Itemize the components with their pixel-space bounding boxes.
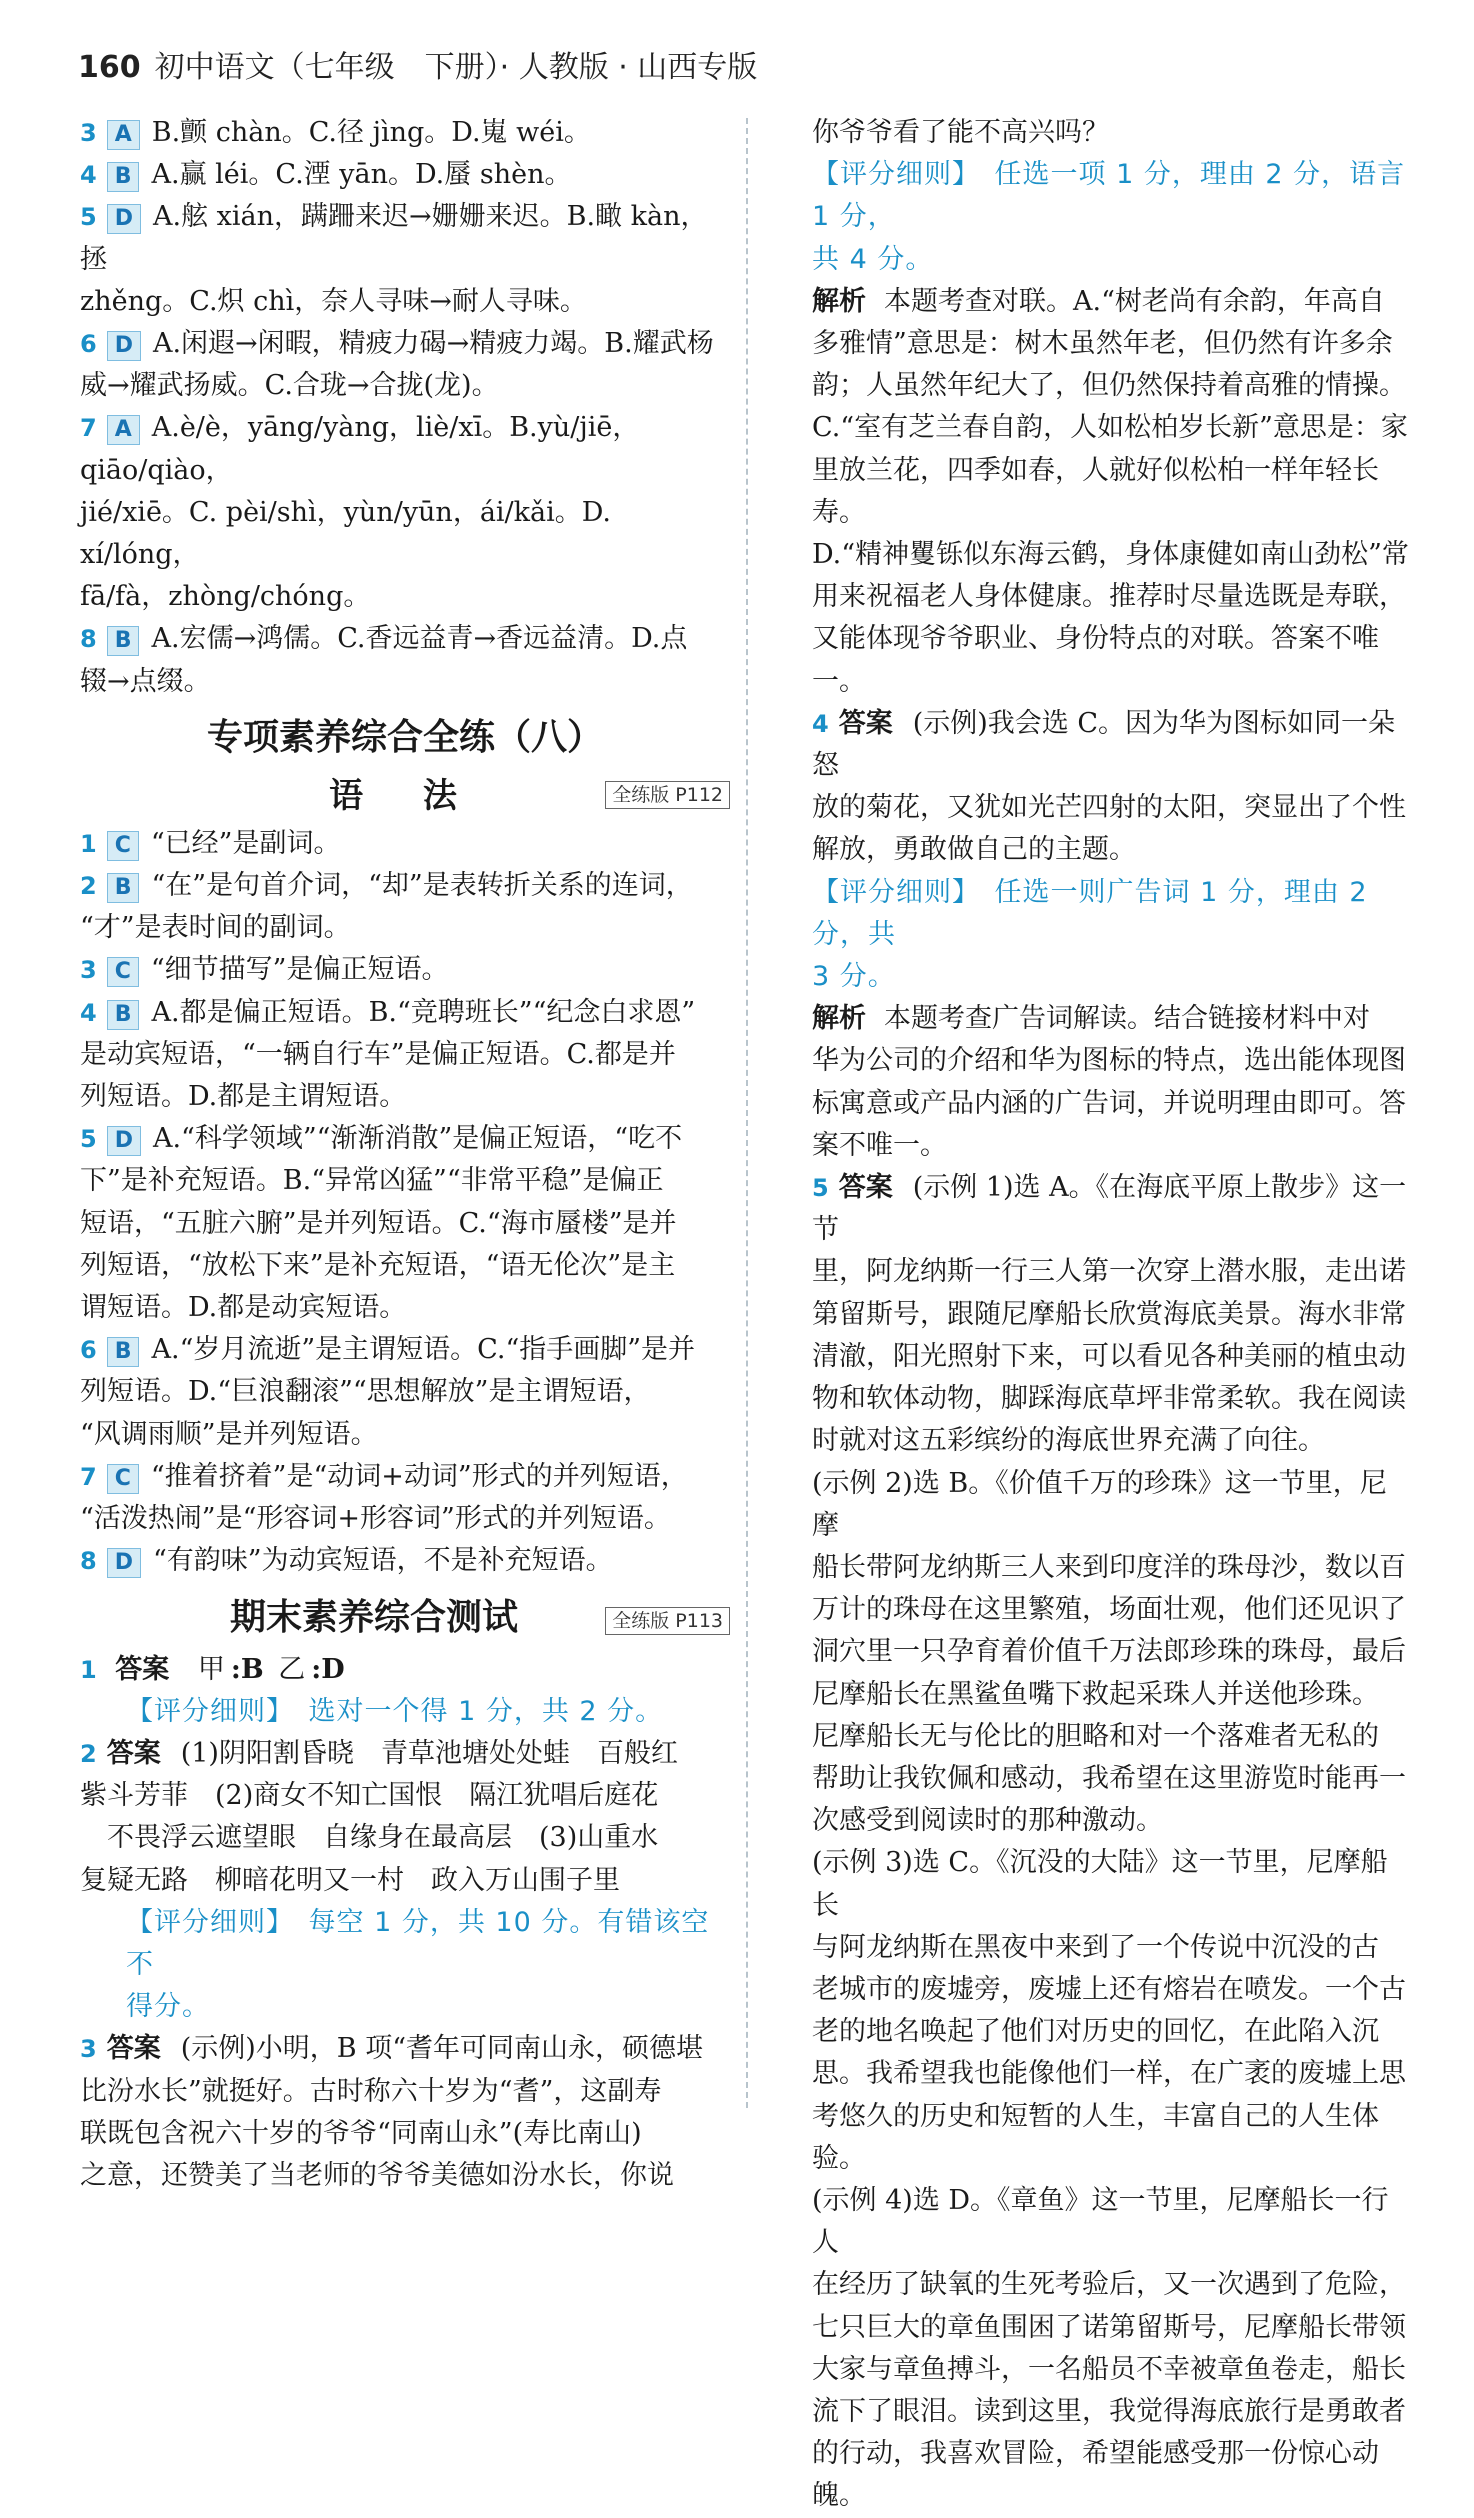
answer-text: 考悠久的历史和短暂的人生，丰富自己的人生体验。: [812, 2100, 1379, 2174]
section-title-final: [80, 1587, 730, 1649]
answer-line-continued: [812, 1758, 1412, 1800]
q1-answer: [80, 1649, 730, 1691]
score-line: 【评分细则】 任选一则广告词 1 分，理由 2 分，共: [812, 876, 1368, 950]
subtitle-text: 语 法: [329, 775, 481, 816]
analysis-text: 华为公司的介绍和华为图标的特点，选出能体现图: [812, 1045, 1406, 1077]
item-text: 列短语。D.都是主谓短语。: [80, 1081, 407, 1113]
item-text: A.闲遐→闲暇，精疲力碣→精疲力竭。B.耀武杨: [152, 328, 714, 360]
item-text: “推着挤着”是“动词+动词”形式的并列短语，: [150, 1460, 688, 1492]
q1-value-a: :B: [230, 1653, 264, 1685]
score-line: 【评分细则】 任选一项 1 分，理由 2 分，语言 1 分，: [812, 159, 1406, 233]
list-item: [80, 865, 730, 907]
item-text: A.宏儒→鸿儒。C.香远益青→香远益清。D.点: [151, 623, 688, 655]
list-item-continued: [80, 1287, 730, 1329]
item-text: zhěng。C.炽 chì，奈人寻味→耐人寻味。: [80, 285, 587, 317]
list-item: [80, 992, 730, 1034]
analysis-tag: 解析: [812, 285, 866, 317]
item-text: fā/fà，zhòng/chóng。: [80, 581, 371, 613]
answer-text: 船长带阿龙纳斯三人来到印度洋的珠母沙，数以百: [812, 1551, 1406, 1583]
answer-line: [80, 2028, 730, 2070]
answer-line-continued: [812, 1251, 1412, 1293]
list-item: [80, 154, 730, 196]
analysis-line: [812, 407, 1412, 449]
answer-tag: 答案: [838, 707, 893, 739]
question-number: 3: [80, 2035, 97, 2064]
answer-text: 七只巨大的章鱼围困了诺第留斯号，尼摩船长带领: [812, 2311, 1406, 2343]
item-text: jié/xiē。C. pèi/shì，yùn/yūn，ái/kǎi。D. xí/lóng，: [80, 496, 612, 571]
analysis-text: 韵；人虽然年纪大了，但仍然保持着高雅的情操。: [812, 370, 1406, 402]
item-text: A.都是偏正短语。B.“竞聘班长”“纪念白求恩”: [151, 996, 696, 1028]
analysis-line: [812, 281, 1412, 323]
item-text: A.舷 xián，蹒跚来迟→姗姗来迟。B.瞰 kàn，拯: [80, 201, 708, 275]
question-number: 2: [80, 1739, 97, 1768]
answer-text: 在经历了缺氧的生死考验后，又一次遇到了危险，: [812, 2269, 1406, 2301]
item-text: B.颤 chàn。C.径 jìng。D.嵬 wéi。: [151, 117, 591, 148]
list-item: [80, 823, 730, 865]
answer-text: 联既包含祝六十岁的爷爷“同南山永”(寿比南山): [80, 2117, 642, 2149]
answer-line: [80, 1733, 730, 1775]
item-text: A.赢 léi。C.湮 yān。D.蜃 shèn。: [151, 159, 572, 191]
list-item: [80, 618, 730, 660]
question-number: 1: [80, 1655, 97, 1684]
list-item-continued: [80, 281, 730, 323]
page-reference-final: 全练版 P113: [605, 1607, 730, 1635]
answer-line-continued: [812, 2433, 1412, 2517]
item-text: 下”是补充短语。B.“异常凶猛”“非常平稳”是偏正: [80, 1165, 664, 1197]
answer-text: (示例 3)选 C。《沉没的大陆》这一节里，尼摩船长: [812, 1847, 1388, 1921]
answer-line-continued: [812, 1547, 1412, 1589]
answer-text: (示例)我会选 C。因为华为图标如同一朵怒: [812, 707, 1396, 782]
answer-line-continued: [812, 1463, 1412, 1547]
answer-tag: 答案: [115, 1653, 170, 1685]
answer-tag: 答案: [838, 1172, 893, 1204]
analysis-line: [812, 618, 1412, 702]
item-text: A.è/è，yāng/yàng，liè/xī。B.yù/jiē，qiāo/qiào，: [80, 412, 640, 486]
section-subtitle-grammar: [80, 769, 730, 823]
analysis-text: 本题考查对联。A.“树老尚有余韵，年高自: [884, 285, 1385, 317]
question-number: 3: [80, 119, 97, 147]
answer-text: 里，阿龙纳斯一行三人第一次穿上潜水服，走出诺: [812, 1256, 1406, 1288]
answer-text: 不畏浮云遮望眼 自缘身在最高层 (3)山重水: [80, 1822, 659, 1854]
answer-letter-box: C: [107, 957, 139, 987]
q1-value-b: :D: [311, 1653, 345, 1685]
answer-line-continued: [812, 2096, 1412, 2180]
answer-text: 放的菊花，又犹如光芒四射的太阳，突显出了个性: [812, 792, 1406, 824]
question-number: 6: [80, 1336, 97, 1365]
answer-list-b: [80, 823, 730, 1583]
answer-text: 次感受到阅读时的那种激动。: [812, 1805, 1163, 1837]
answer-text: 清澈，阳光照射下来，可以看见各种美丽的植虫动: [812, 1340, 1406, 1372]
book-title: 初中语文（七年级 下册）· 人教版 · 山西专版: [154, 50, 758, 85]
list-item: [80, 949, 730, 991]
score-line: 共 4 分。: [812, 243, 934, 275]
analysis-text: 多雅情”意思是：树木虽然年老，但仍然有许多余: [812, 328, 1393, 360]
answer-line-continued: [812, 1927, 1412, 1969]
answer-line-continued: [80, 2113, 730, 2155]
item-text: A.“科学领域”“渐渐消散”是偏正短语，“吃不: [152, 1123, 683, 1155]
section-title-special: 专项素养综合全练（八）: [206, 716, 603, 758]
answer-text: (示例)小明，B 项“耆年可同南山永，硕德堪: [180, 2033, 703, 2065]
answer-line-continued: [812, 2264, 1412, 2306]
analysis-line: [812, 450, 1412, 534]
answer-line-continued: [80, 2071, 730, 2113]
list-item: [80, 407, 730, 491]
question-number: 7: [80, 1462, 97, 1491]
q1-part-a: 甲: [197, 1653, 225, 1685]
answer-text: 之意，还赞美了当老师的爷爷美德如汾水长，你说: [80, 2159, 674, 2191]
answer-letter-box: D: [107, 331, 141, 361]
analysis-tag: 解析: [812, 1003, 866, 1035]
answer-line-continued: [80, 1775, 730, 1817]
answer-letter-box: B: [107, 1337, 140, 1367]
item-text: 列短语，“放松下来”是补充短语，“语无伦次”是主: [80, 1249, 676, 1281]
question-number: 5: [812, 1174, 829, 1203]
answer-text: 尼摩船长在黑鲨鱼嘴下救起采珠人并送他珍珠。: [812, 1678, 1379, 1710]
question-number: 1: [80, 829, 97, 858]
answer-letter-box: A: [107, 120, 140, 150]
answer-text: 第留斯号，跟随尼摩船长欣赏海底美景。海水非常: [812, 1298, 1406, 1330]
analysis-text: 案不唯一。: [812, 1129, 947, 1161]
question-number: 4: [812, 709, 829, 738]
answer-text: 老城市的废墟旁，废墟上还有熔岩在喷发。一个古: [812, 1973, 1406, 2005]
analysis-text: D.“精神矍铄似东海云鹤，身体康健如南山劲松”常: [812, 539, 1409, 571]
q4-score: [812, 872, 1412, 999]
answer-line: [812, 1167, 1412, 1251]
item-text: 列短语。D.“巨浪翻滚”“思想解放”是主谓短语，: [80, 1376, 651, 1408]
analysis-line: [812, 576, 1412, 618]
question-number: 8: [80, 1547, 97, 1576]
analysis-line: [812, 323, 1412, 365]
list-item-continued: [80, 1203, 730, 1245]
list-item-continued: [80, 1076, 730, 1118]
analysis-text: 用来祝福老人身体健康。推荐时尽量选既是寿联，: [812, 581, 1406, 613]
answer-list-a: [80, 112, 730, 703]
answer-tag: 答案: [106, 2033, 161, 2065]
analysis-line: [812, 534, 1412, 576]
answer-letter-box: C: [107, 831, 139, 861]
answer-text: 紫斗芳菲 (2)商女不知亡国恨 隔江犹唱后庭花: [80, 1780, 659, 1812]
answer-text: 尼摩船长无与伦比的胆略和对一个落难者无私的: [812, 1720, 1379, 1752]
answer-line: [812, 703, 1412, 787]
score-line: 得分。: [126, 1991, 210, 2023]
answer-letter-box: C: [107, 1464, 139, 1494]
column-divider: [746, 118, 748, 2108]
answer-text: 比汾水长”就挺好。古时称六十岁为“耆”，这副寿: [80, 2075, 662, 2107]
answer-text: 洞穴里一只孕育着价值千万法郎珍珠的珠母，最后: [812, 1636, 1406, 1668]
answer-text: 大家与章鱼搏斗，一名船员不幸被章鱼卷走，船长: [812, 2353, 1406, 2385]
score-line: 【评分细则】 每空 1 分，共 10 分。有错该空不: [126, 1906, 710, 1980]
list-item-continued: [80, 661, 730, 703]
answer-text: 万计的珠母在这里繁殖，场面壮观，他们还见识了: [812, 1594, 1406, 1626]
answer-letter-box: B: [107, 1000, 140, 1030]
list-item-continued: [80, 1245, 730, 1287]
list-item-continued: [80, 1414, 730, 1456]
question-number: 7: [80, 414, 97, 443]
q3-score: [812, 154, 1412, 281]
right-column: [812, 112, 1412, 2518]
answer-text: (示例 4)选 D。《章鱼》这一节里，尼摩船长一行人: [812, 2184, 1389, 2259]
answer-line-continued: [812, 1420, 1412, 1462]
q2-score: [80, 1902, 730, 2029]
list-item: [80, 1456, 730, 1498]
answer-line-continued: [812, 1674, 1412, 1716]
analysis-text: 标寓意或产品内涵的广告词，并说明理由即可。答: [812, 1087, 1406, 1119]
q2-answer: [80, 1733, 730, 1902]
answer-text: 老的地名唤起了他们对历史的回忆，在此陷入沉: [812, 2016, 1379, 2048]
answer-line-continued: [812, 1378, 1412, 1420]
q3-answer: [80, 2028, 730, 2197]
question-number: 5: [80, 203, 97, 232]
left-column: [80, 112, 730, 2197]
analysis-text: 本题考查广告词解读。结合链接材料中对: [884, 1003, 1370, 1035]
answer-line-continued: [812, 1589, 1412, 1631]
answer-letter-box: B: [107, 162, 140, 192]
item-text: A.“岁月流逝”是主谓短语。C.“指手画脚”是并: [151, 1334, 696, 1366]
analysis-text: C.“室有芝兰春自韵，人如松柏岁长新”意思是：家: [812, 412, 1408, 444]
item-text: 谓短语。D.都是动宾短语。: [80, 1292, 407, 1324]
answer-text: 帮助让我钦佩和感动，我希望在这里游览时能再一: [812, 1762, 1406, 1794]
answer-text: 流下了眼泪。读到这里，我觉得海底旅行是勇敢者: [812, 2395, 1406, 2427]
answer-line-continued: [812, 2053, 1412, 2095]
answer-line-continued: [812, 1969, 1412, 2011]
answer-line-continued: [812, 1716, 1412, 1758]
q1-part-b: 乙: [278, 1653, 306, 1685]
list-item: [80, 1118, 730, 1160]
answer-line-continued: [812, 2011, 1412, 2053]
item-text: “已经”是副词。: [150, 827, 341, 859]
q3-continuation: 你爷爷看了能不高兴吗？: [812, 117, 1109, 148]
q4-analysis: [812, 998, 1412, 1167]
question-number: 4: [80, 998, 97, 1027]
item-text: 短语，“五脏六腑”是并列短语。C.“海市蜃楼”是并: [80, 1207, 677, 1239]
answer-line-continued: [80, 2155, 730, 2197]
item-text: 是动宾短语，“一辆自行车”是偏正短语。C.都是并: [80, 1038, 676, 1070]
answer-letter-box: D: [107, 204, 141, 234]
q3-analysis: [812, 281, 1412, 703]
analysis-line: [812, 1040, 1412, 1082]
answer-text: 物和软体动物，脚踩海底草坪非常柔软。我在阅读: [812, 1383, 1406, 1415]
answer-tag: 答案: [106, 1737, 161, 1769]
analysis-line: [812, 998, 1412, 1040]
q4-answer: [812, 703, 1412, 872]
item-text: “细节描写”是偏正短语。: [150, 954, 449, 986]
q1-score: 【评分细则】 选对一个得 1 分，共 2 分。: [126, 1695, 664, 1727]
answer-letter-box: B: [107, 626, 140, 656]
answer-text: 解放，勇敢做自己的主题。: [812, 834, 1136, 866]
answer-text: 时就对这五彩缤纷的海底世界充满了向往。: [812, 1425, 1325, 1457]
list-item-continued: [80, 492, 730, 576]
list-item-continued: [80, 1034, 730, 1076]
answer-text: 思。我希望我也能像他们一样，在广袤的废墟上思: [812, 2058, 1406, 2090]
list-item-continued: [80, 1498, 730, 1540]
answer-line-continued: [812, 1800, 1412, 1842]
answer-line-continued: [80, 1817, 730, 1859]
answer-line-continued: [812, 2180, 1412, 2264]
answer-line-continued: [80, 1860, 730, 1902]
answer-text: (1)阴阳割昏晓 青草池塘处处蛙 百般红: [180, 1737, 678, 1769]
answer-line-continued: [812, 1842, 1412, 1926]
answer-line-continued: [812, 1336, 1412, 1378]
answer-text: (示例 2)选 B。《价值千万的珍珠》这一节里，尼摩: [812, 1467, 1387, 1541]
answer-line-continued: [812, 829, 1412, 871]
page-reference: 全练版 P112: [605, 781, 730, 809]
analysis-text: 里放兰花，四季如春，人就好似松柏一样年轻长寿。: [812, 454, 1379, 528]
answer-line-continued: [812, 2349, 1412, 2391]
page-number: 160: [78, 50, 141, 85]
answer-letter-box: D: [107, 1548, 141, 1578]
item-text: “有韵味”为动宾短语，不是补充短语。: [152, 1545, 613, 1577]
answer-line-continued: [812, 787, 1412, 829]
answer-letter-box: A: [107, 415, 140, 445]
answer-text: 的行动，我喜欢冒险，希望能感受那一份惊心动魄。: [812, 2438, 1379, 2512]
final-title-text: 期末素养综合测试: [230, 1596, 519, 1638]
item-text: “才”是表时间的副词。: [80, 912, 351, 944]
list-item-continued: [80, 907, 730, 949]
question-number: 2: [80, 872, 97, 901]
item-text: 威→耀武扬威。C.合珑→合拢(龙)。: [80, 370, 499, 402]
list-item-continued: [80, 365, 730, 407]
list-item-continued: [80, 1371, 730, 1413]
answer-text: 与阿龙纳斯在黑夜中来到了一个传说中沉没的古: [812, 1931, 1379, 1963]
answer-text: 复疑无路 柳暗花明又一村 政入万山围子里: [80, 1864, 620, 1896]
analysis-line: [812, 365, 1412, 407]
analysis-line: [812, 1125, 1412, 1167]
analysis-line: [812, 1083, 1412, 1125]
question-number: 5: [80, 1125, 97, 1154]
answer-text: (示例 1)选 A。《在海底平原上散步》这一节: [812, 1172, 1407, 1246]
answer-line-continued: [812, 2307, 1412, 2349]
item-text: “活泼热闹”是“形容词+形容词”形式的并列短语。: [80, 1503, 671, 1535]
item-text: “在”是句首介词，“却”是表转折关系的连词，: [151, 870, 693, 902]
list-item: [80, 1329, 730, 1371]
answer-letter-box: B: [107, 873, 140, 903]
list-item-continued: [80, 576, 730, 618]
list-item: [80, 112, 730, 154]
list-item-continued: [80, 1160, 730, 1202]
question-number: 3: [80, 956, 97, 985]
analysis-text: 又能体现爷爷职业、身份特点的对联。答案不唯一。: [812, 623, 1379, 697]
answer-line-continued: [812, 2391, 1412, 2433]
list-item: [80, 323, 730, 365]
q5-answer: [812, 1167, 1412, 2518]
answer-line-continued: [812, 1294, 1412, 1336]
item-text: 辍→点缀。: [80, 665, 211, 697]
question-number: 8: [80, 625, 97, 654]
question-number: 6: [80, 330, 97, 359]
page-header: [78, 48, 757, 88]
question-number: 4: [80, 161, 97, 190]
item-text: “风调雨顺”是并列短语。: [80, 1418, 378, 1450]
list-item: [80, 1540, 730, 1582]
answer-letter-box: D: [107, 1126, 141, 1156]
list-item: [80, 196, 730, 280]
score-line: 3 分。: [812, 961, 896, 993]
answer-line-continued: [812, 1631, 1412, 1673]
